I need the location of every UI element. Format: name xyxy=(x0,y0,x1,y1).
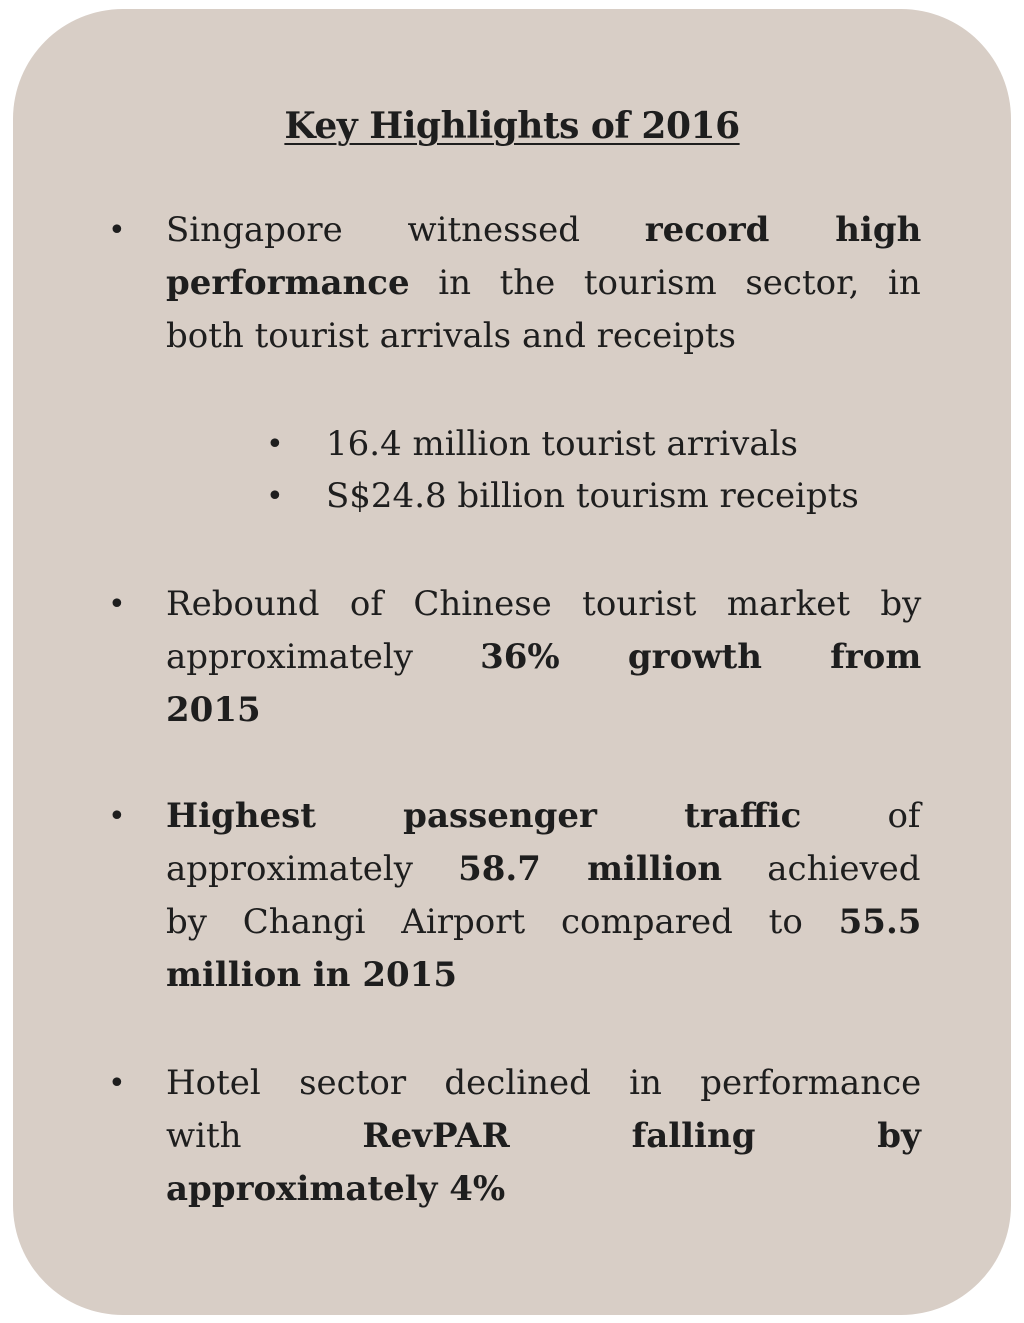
airport-line-2: approximately 58.7 million achieved xyxy=(166,849,921,889)
hotel-line-1: Hotel sector declined in performance xyxy=(166,1063,922,1103)
china-line-3: 2015 xyxy=(166,690,261,730)
record-line-2: performance in the tourism sector, in xyxy=(166,263,921,303)
bullet-icon: • xyxy=(266,427,284,462)
sub-highlight-receipts: • S$24.8 billion tourism receipts xyxy=(326,470,926,523)
hotel-line-2: with RevPAR falling by xyxy=(166,1116,921,1156)
bullet-icon: • xyxy=(108,1066,126,1101)
page-title: Key Highlights of 2016 xyxy=(284,105,740,147)
bullet-icon: • xyxy=(266,479,284,514)
china-line-1: Rebound of Chinese tourist market by xyxy=(166,584,922,624)
airport-line-1: Highest passenger traffic of xyxy=(166,796,921,836)
bullet-icon: • xyxy=(108,213,126,248)
highlight-passenger-traffic xyxy=(108,790,922,1002)
bullet-icon: • xyxy=(108,587,126,622)
airport-line-4: million in 2015 xyxy=(166,955,457,995)
highlight-chinese-market xyxy=(108,578,922,737)
bullet-icon: • xyxy=(108,799,126,834)
highlight-hotel-sector xyxy=(108,1057,922,1216)
airport-line-3: by Changi Airport compared to 55.5 xyxy=(166,902,922,942)
hotel-line-3: approximately 4% xyxy=(166,1169,506,1209)
record-line-3: both tourist arrivals and receipts xyxy=(166,316,736,356)
highlight-record-performance xyxy=(108,204,922,363)
sub-highlight-arrivals: • 16.4 million tourist arrivals xyxy=(326,418,926,471)
china-line-2: approximately 36% growth from xyxy=(166,637,922,677)
record-line-1: Singapore witnessed record high xyxy=(166,210,922,250)
